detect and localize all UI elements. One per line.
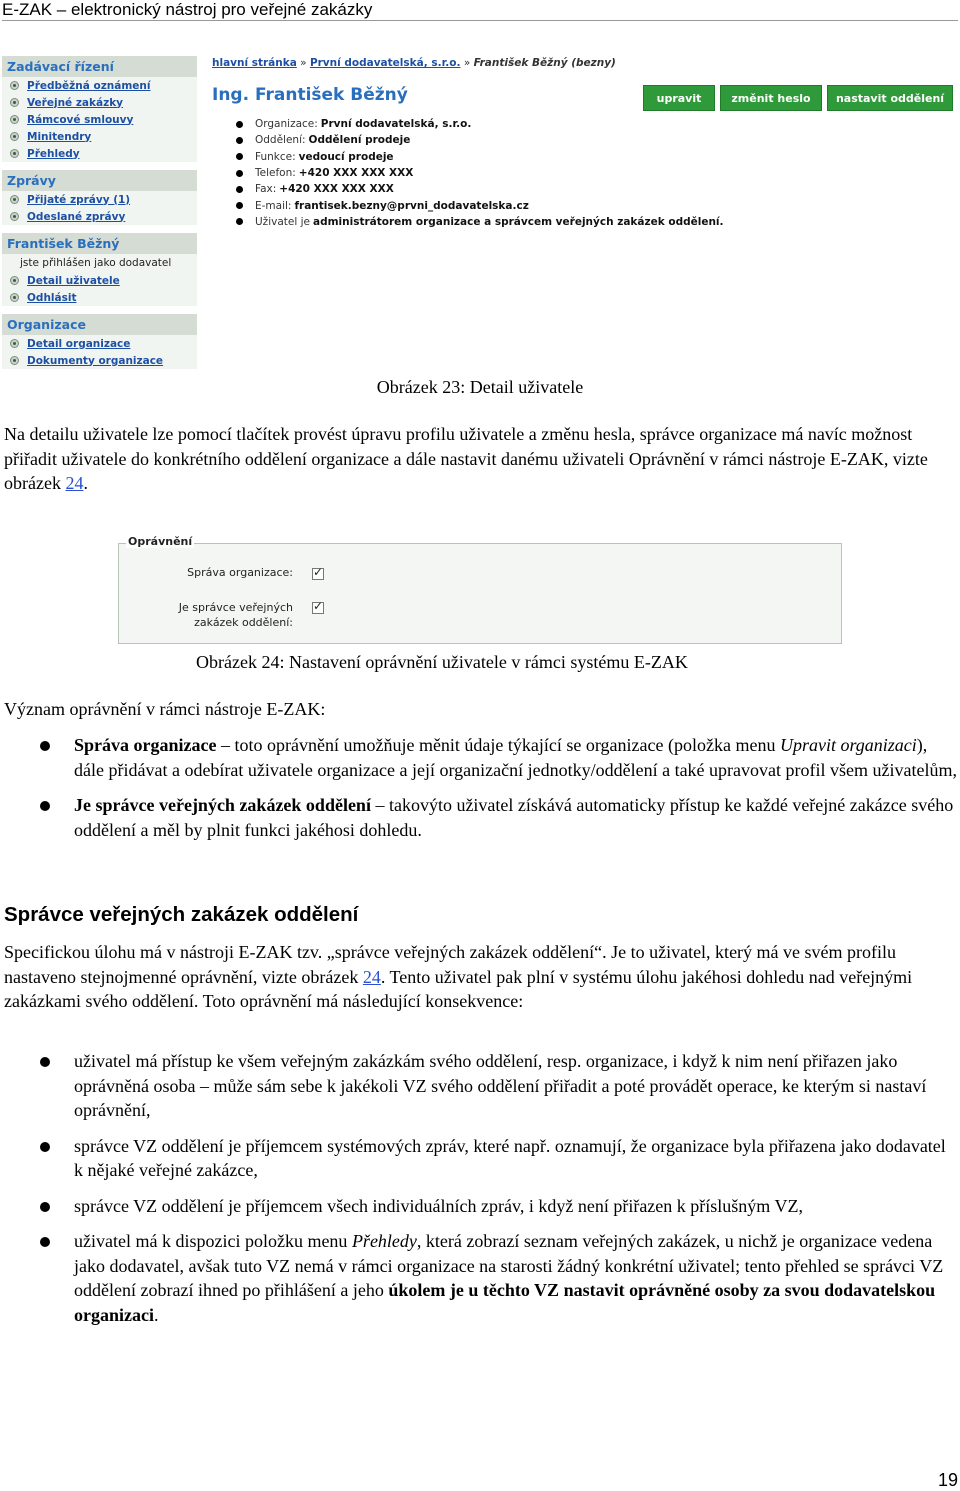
bullet-icon (236, 121, 243, 128)
permission-label-department-manager: Je správce veřejných zakázek oddělení: (178, 601, 293, 629)
set-department-button[interactable]: nastavit oddělení (827, 85, 953, 111)
breadcrumb-separator: » (300, 57, 307, 69)
document-header: E-ZAK – elektronický nástroj pro veřejné zakázky (2, 0, 958, 21)
breadcrumb (212, 57, 616, 69)
sidebar-item-minitenders[interactable]: Minitendry (2, 128, 197, 145)
bullet-icon (10, 195, 19, 204)
bullet-icon (236, 218, 243, 225)
sidebar-item-received-messages[interactable]: Přijaté zprávy (1) (2, 191, 197, 208)
bullet-icon (10, 98, 19, 107)
figure-24-reference-link[interactable]: 24 (65, 473, 84, 493)
breadcrumb-current: František Běžný (bezny) (473, 57, 616, 69)
info-email: E-mail: frantisek.bezny@prvni_dodavatelska.cz (236, 197, 724, 213)
department-manager-checkbox[interactable] (312, 602, 324, 614)
sidebar-section-title: František Běžný (2, 233, 197, 254)
sidebar-item-organization-detail[interactable]: Detail organizace (2, 335, 197, 352)
user-title: Ing. František Běžný (212, 85, 408, 105)
info-fax: Fax: +420 XXX XXX XXX (236, 181, 724, 197)
bullet-icon (236, 202, 243, 209)
page-number: 19 (937, 1470, 958, 1490)
breadcrumb-separator: » (463, 57, 471, 69)
sidebar-item-overviews[interactable]: Přehledy (2, 145, 197, 162)
figure-24-caption: Obrázek 24: Nastavení oprávnění uživatele v rámci systému E-ZAK (196, 652, 688, 672)
sidebar-item-logout[interactable]: Odhlásit (2, 289, 197, 306)
bullet-icon (40, 801, 50, 811)
sidebar-item-user-detail[interactable]: Detail uživatele (2, 272, 197, 289)
list-item: uživatel má k dispozici položku menu Přehledy, která zobrazí seznam veřejných zakázek, u nichž je organizace vedena jako dodavatel, avšak tuto VZ nemá v rámci organizace na starosti žádný konkrétní uživatel; tento přehled se správci VZ oddělení zobrazí ihned po přihlášení a jeho úkolem je u těchto VZ nastavit oprávněné osoby za svou dodavatelskou organizaci. (0, 1229, 958, 1327)
info-department: Oddělení: Oddělení prodeje (236, 132, 724, 148)
info-phone: Telefon: +420 XXX XXX XXX (236, 165, 724, 181)
bullet-icon (40, 1237, 50, 1247)
breadcrumb-organization-link[interactable]: První dodavatelská, s.r.o. (309, 57, 461, 69)
paragraph-user-detail: Na detailu uživatele lze pomocí tlačítek provést úpravu profilu uživatele a změnu hesla, správce organizace má navíc možnost přiřadit uživatele do konkrétního oddělení organizace a dále nastavit danému uživateli Oprávnění v rámci nástroje E-ZAK, vizte obrázek 24. (4, 424, 928, 493)
bullet-icon (10, 149, 19, 158)
bullet-icon (236, 186, 243, 193)
logged-in-as-text: jste přihlášen jako dodavatel (20, 257, 172, 269)
sidebar-item-organization-documents[interactable]: Dokumenty organizace (2, 352, 197, 369)
bullet-icon (10, 132, 19, 141)
bullet-icon (236, 137, 243, 144)
info-organization: Organizace: První dodavatelská, s.r.o. (236, 116, 724, 132)
bullet-icon (40, 1057, 50, 1067)
consequences-list (0, 1049, 958, 1338)
figure-24-reference-link[interactable]: 24 (362, 966, 381, 987)
figure-23-caption: Obrázek 23: Detail uživatele (376, 377, 584, 397)
edit-button[interactable]: upravit (643, 85, 715, 111)
bullet-icon (236, 153, 243, 160)
user-info-list (236, 116, 724, 230)
bullet-icon (10, 115, 19, 124)
bullet-icon (10, 81, 19, 90)
sidebar-section-title: Zprávy (2, 170, 197, 191)
list-item: správce VZ oddělení je příjemcem všech individuálních zpráv, i když není přiřazen k příslušným VZ, (0, 1194, 958, 1219)
action-buttons (643, 85, 953, 111)
info-role: Uživatel je administrátorem organizace a správcem veřejných zakázek oddělení. (236, 214, 724, 230)
bullet-icon (10, 293, 19, 302)
permissions-legend: Oprávnění (128, 535, 193, 548)
organization-management-checkbox[interactable] (312, 568, 324, 580)
bullet-icon (40, 741, 50, 751)
sidebar-section-title: Organizace (2, 314, 197, 335)
info-function: Funkce: vedoucí prodeje (236, 149, 724, 165)
list-item: správce VZ oddělení je příjemcem systémových zpráv, které např. oznamují, že organizace byla přiřazena jako dodavatel k nějaké veřejné zakázce, (0, 1134, 958, 1183)
sidebar-section-messages (2, 170, 197, 225)
bullet-icon (236, 170, 243, 177)
paragraph-permissions-meaning: Význam oprávnění v rámci nástroje E-ZAK: (4, 699, 326, 719)
figure-permissions-screenshot (118, 535, 842, 644)
sidebar-section-title: Zadávací řízení (2, 56, 197, 77)
list-item: Správa organizace – toto oprávnění umožňuje měnit údaje týkající se organizace (položka menu Upravit organizaci), dále přidávat a odebírat uživatele organizace a její organizační jednotky/oddělení a také upravovat profil všem uživatelům, (0, 733, 958, 782)
sidebar-item-public-tenders[interactable]: Veřejné zakázky (2, 94, 197, 111)
breadcrumb-home-link[interactable]: hlavní stránka (212, 57, 297, 69)
bullet-icon (10, 212, 19, 221)
section-heading: Správce veřejných zakázek oddělení (4, 903, 359, 926)
sidebar-item-preliminary-notices[interactable]: Předběžná oznámení (2, 77, 197, 94)
sidebar-section-user (2, 233, 197, 306)
change-password-button[interactable]: změnit heslo (720, 85, 822, 111)
bullet-icon (40, 1142, 50, 1152)
sidebar-item-sent-messages[interactable]: Odeslané zprávy (2, 208, 197, 225)
sidebar-section-organization (2, 314, 197, 369)
permissions-list (0, 733, 958, 853)
list-item: Je správce veřejných zakázek oddělení – takovýto uživatel získává automaticky přístup ke každé veřejné zakázce svého oddělení a měl by plnit funkci jakéhosi dohledu. (0, 793, 958, 842)
sidebar (2, 56, 197, 377)
list-item: uživatel má přístup ke všem veřejným zakázkám svého oddělení, resp. organizace, i když k nim není přiřazen jako oprávněná osoba – může sám sebe k jakékoli VZ svého oddělení přiřadit a poté provádět operace, ke kterým si nastaví oprávnění, (0, 1049, 958, 1123)
bullet-icon (40, 1202, 50, 1212)
figure-user-detail-screenshot (0, 50, 960, 375)
bullet-icon (10, 339, 19, 348)
permission-label-organization: Správa organizace: (187, 566, 293, 579)
bullet-icon (10, 356, 19, 365)
paragraph-department-manager: Specifickou úlohu má v nástroji E-ZAK tzv. „správce veřejných zakázek oddělení“. Je to uživatel, který má ve svém profilu nastaveno stejnojmenné oprávnění, vizte obrázek 24. Tento uživatel pak plní v systému úlohu jakéhosi dohledu nad veřejnými zakázkami svého oddělení. Toto oprávnění má následující konsekvence: (4, 942, 913, 1011)
sidebar-section-tenders (2, 56, 197, 162)
sidebar-item-framework-contracts[interactable]: Rámcové smlouvy (2, 111, 197, 128)
bullet-icon (10, 276, 19, 285)
